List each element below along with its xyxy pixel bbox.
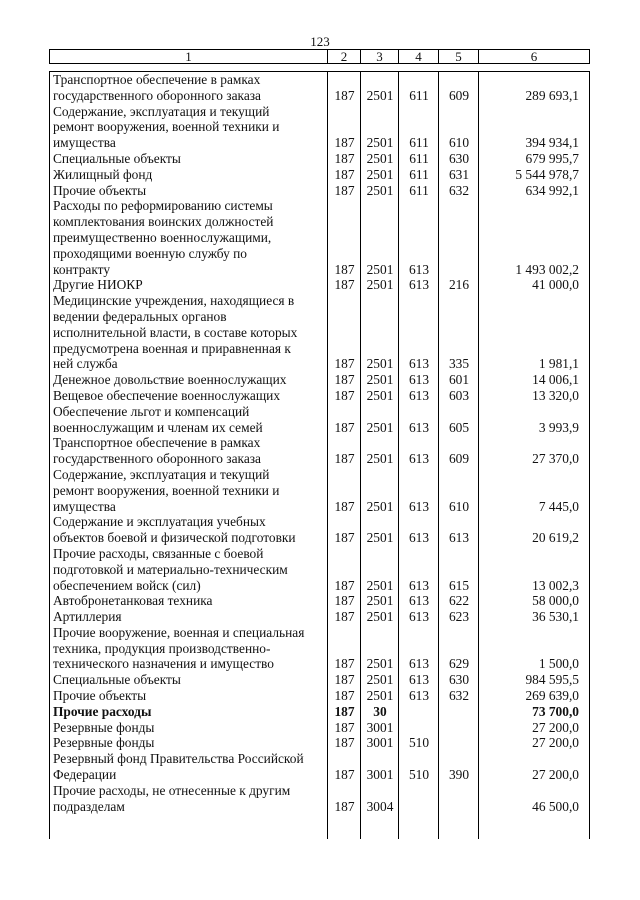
- table-row: [50, 720, 589, 736]
- code-ministry: 187: [334, 135, 355, 151]
- row-description: [50, 372, 328, 388]
- budget-table: [49, 49, 590, 839]
- amount: 46 500,0: [532, 798, 579, 814]
- table-row: [50, 735, 589, 751]
- code-target: 611: [409, 135, 429, 151]
- description-line: Транспортное обеспечение в рамках: [53, 72, 261, 87]
- code-ministry: 187: [334, 261, 355, 277]
- code-target: 613: [408, 451, 430, 467]
- page-number: 123: [310, 34, 330, 49]
- table-row: [50, 625, 589, 672]
- description-line: Резервные фонды: [53, 735, 155, 751]
- description-line: Содержание, эксплуатация и текущий: [53, 466, 270, 482]
- description-line: исполнительной власти, в составе которых: [53, 324, 298, 340]
- code-target: 613: [408, 277, 430, 293]
- table-row: [50, 104, 589, 151]
- code-expense-type: 390: [448, 767, 470, 783]
- row-description: [50, 783, 328, 815]
- row-description: [50, 672, 328, 688]
- description-line: государственного оборонного заказа: [53, 451, 262, 467]
- code-ministry: 187: [334, 735, 355, 751]
- description-line: Прочие объекты: [53, 182, 147, 198]
- code-expense-type: 335: [448, 356, 470, 372]
- description-line: объектов боевой и физической подготовки: [53, 530, 296, 546]
- table-row: [50, 151, 589, 167]
- code-ministry: 187: [334, 530, 355, 546]
- description-line: подразделам: [53, 798, 125, 814]
- code-section: 2501: [366, 672, 394, 688]
- row-description: [50, 388, 328, 404]
- row-description: [50, 435, 328, 467]
- code-ministry: 187: [334, 656, 355, 672]
- description-line: Федерации: [53, 767, 117, 783]
- row-description: [50, 593, 328, 609]
- table-row: [50, 277, 589, 293]
- code-section: 3004: [366, 798, 394, 814]
- code-expense-type: 609: [448, 87, 470, 103]
- row-description: [50, 704, 328, 720]
- amount: 41 000,0: [532, 277, 579, 293]
- code-section: 2501: [366, 356, 394, 372]
- code-expense-type: 629: [448, 656, 470, 672]
- amount: 984 595,5: [525, 672, 579, 688]
- table-row: [50, 593, 589, 609]
- code-section: 3001: [366, 735, 394, 751]
- code-ministry: 187: [334, 387, 355, 403]
- code-expense-type: 630: [448, 150, 470, 166]
- row-description: [50, 293, 328, 372]
- description-line: Прочие расходы: [53, 703, 152, 719]
- code-section: 2501: [366, 87, 394, 103]
- code-section: 3001: [366, 767, 394, 783]
- amount: 27 370,0: [532, 451, 579, 467]
- description-line: обеспечением войск (сил): [53, 577, 201, 593]
- code-section: 2501: [366, 498, 394, 514]
- code-target: 613: [408, 372, 430, 388]
- amount: 73 700,0: [532, 703, 579, 719]
- code-expense-type: 609: [448, 451, 470, 467]
- description-line: Денежное довольствие военнослужащих: [53, 372, 287, 388]
- code-expense-type: 603: [448, 387, 470, 403]
- code-ministry: 187: [334, 798, 355, 814]
- code-target: 613: [408, 261, 430, 277]
- description-line: Расходы по реформированию системы: [53, 198, 273, 214]
- row-description: [50, 183, 328, 199]
- description-line: Прочие расходы, связанные с боевой: [53, 545, 264, 561]
- description-line: техника, продукция производственно-: [53, 640, 271, 656]
- code-target: 613: [408, 672, 430, 688]
- code-ministry: 187: [334, 688, 355, 704]
- amount: 1 493 002,2: [515, 261, 579, 277]
- amount: 5 544 978,7: [515, 166, 579, 182]
- amount: 269 639,0: [525, 688, 579, 704]
- description-line: преимущественно военнослужащими,: [53, 229, 272, 245]
- row-description: [50, 104, 328, 151]
- amount: 1 500,0: [538, 656, 579, 672]
- code-ministry: 187: [334, 182, 355, 198]
- code-section: 2501: [366, 135, 394, 151]
- description-line: Содержание и эксплуатация учебных: [53, 514, 266, 530]
- amount: 394 934,1: [525, 135, 579, 151]
- description-line: Резервный фонд Правительства Российской: [53, 751, 304, 767]
- code-target: 510: [408, 767, 430, 783]
- code-ministry: 187: [334, 577, 355, 593]
- table-row: [50, 783, 589, 815]
- table-row: [50, 435, 589, 467]
- code-target: 613: [408, 577, 430, 593]
- table-row: [50, 198, 589, 277]
- code-expense-type: 632: [448, 688, 470, 704]
- amount: 36 530,1: [532, 609, 579, 625]
- header-col-6: 6: [530, 49, 538, 64]
- table-row: [50, 704, 589, 720]
- description-line: ней служба: [53, 356, 118, 372]
- amount: 27 200,0: [532, 719, 579, 735]
- row-description: [50, 625, 328, 672]
- code-ministry: 187: [334, 87, 355, 103]
- amount: 27 200,0: [532, 767, 579, 783]
- code-section: 2501: [366, 593, 394, 609]
- table-row: [50, 514, 589, 546]
- code-expense-type: 216: [448, 277, 470, 293]
- code-expense-type: 613: [448, 530, 470, 546]
- description-line: Прочие объекты: [53, 688, 147, 704]
- code-section: 2501: [366, 419, 394, 435]
- header-col-4: 4: [399, 50, 439, 63]
- amount: 679 995,7: [525, 150, 579, 166]
- table-header: [49, 49, 590, 64]
- code-expense-type: 632: [448, 182, 470, 198]
- amount: 1 981,1: [538, 356, 579, 372]
- description-line: технического назначения и имущество: [53, 656, 274, 672]
- code-section: 2501: [366, 688, 394, 704]
- code-ministry: 187: [334, 672, 355, 688]
- table-row: [50, 546, 589, 593]
- amount: 7 445,0: [538, 498, 579, 514]
- code-target: 613: [408, 609, 430, 625]
- amount: 20 619,2: [532, 530, 579, 546]
- amount: 289 693,1: [525, 87, 579, 103]
- description-line: комплектования воинских должностей: [53, 214, 274, 230]
- code-expense-type: 631: [448, 166, 470, 182]
- description-line: Жилищный фонд: [53, 166, 153, 182]
- amount: 27 200,0: [532, 735, 579, 751]
- code-section: 2501: [366, 166, 394, 182]
- code-expense-type: 622: [448, 593, 470, 609]
- code-ministry: 187: [334, 609, 355, 625]
- description-line: ведении федеральных органов: [53, 308, 227, 324]
- description-line: имущества: [53, 498, 116, 514]
- code-target: 613: [408, 530, 430, 546]
- code-ministry: 187: [334, 498, 355, 514]
- description-line: Резервные фонды: [53, 719, 155, 735]
- amount: 634 992,1: [525, 182, 579, 198]
- table-row: [50, 372, 589, 388]
- code-ministry: 187: [334, 767, 355, 783]
- code-ministry: 187: [334, 356, 355, 372]
- description-line: проходящими военную службу по: [53, 245, 247, 261]
- table-body: [49, 71, 590, 839]
- code-expense-type: 610: [448, 135, 470, 151]
- row-description: [50, 735, 328, 751]
- code-target: 613: [408, 656, 430, 672]
- code-target: 613: [408, 688, 430, 704]
- description-line: Прочие вооружение, военная и специальная: [53, 624, 305, 640]
- code-target: 611: [409, 166, 429, 182]
- description-line: военнослужащим и членам их семей: [53, 419, 263, 435]
- row-description: [50, 72, 328, 104]
- table-row: [50, 751, 589, 783]
- description-line: Прочие расходы, не отнесенные к другим: [53, 782, 291, 798]
- table-row: [50, 183, 589, 199]
- code-section: 3001: [366, 719, 394, 735]
- amount: 13 320,0: [532, 387, 579, 403]
- amount: 14 006,1: [532, 372, 579, 388]
- code-ministry: 187: [334, 372, 355, 388]
- description-line: Специальные объекты: [53, 672, 181, 688]
- code-expense-type: 605: [448, 419, 470, 435]
- code-expense-type: 623: [448, 609, 470, 625]
- code-expense-type: 615: [448, 577, 470, 593]
- header-col-2: 2: [328, 50, 361, 63]
- description-line: Автобронетанковая техника: [53, 593, 213, 609]
- code-target: 611: [409, 87, 429, 103]
- amount: 13 002,3: [532, 577, 579, 593]
- description-line: ремонт вооружения, военной техники и: [53, 482, 280, 498]
- row-description: [50, 514, 328, 546]
- code-section: 2501: [366, 387, 394, 403]
- table-row: [50, 467, 589, 514]
- row-description: [50, 167, 328, 183]
- amount: 3 993,9: [538, 419, 579, 435]
- row-description: [50, 404, 328, 436]
- code-section: 2501: [366, 451, 394, 467]
- table-rows: [50, 72, 589, 814]
- code-section: 2501: [366, 150, 394, 166]
- code-expense-type: 630: [448, 672, 470, 688]
- table-row: [50, 404, 589, 436]
- code-target: 611: [409, 182, 429, 198]
- amount: 58 000,0: [532, 593, 579, 609]
- description-line: контракту: [53, 261, 111, 277]
- code-ministry: 187: [334, 719, 355, 735]
- code-ministry: 187: [334, 593, 355, 609]
- code-target: 613: [408, 387, 430, 403]
- code-target: 613: [408, 356, 430, 372]
- table-row: [50, 388, 589, 404]
- code-ministry: 187: [334, 277, 355, 293]
- header-col-3: 3: [361, 50, 399, 63]
- code-section: 30: [373, 703, 387, 719]
- code-ministry: 187: [334, 451, 355, 467]
- code-ministry: 187: [334, 150, 355, 166]
- description-line: государственного оборонного заказа: [53, 87, 262, 103]
- code-ministry: 187: [334, 166, 355, 182]
- table-row: [50, 609, 589, 625]
- row-description: [50, 751, 328, 783]
- row-description: [50, 688, 328, 704]
- code-target: 510: [408, 735, 430, 751]
- code-section: 2501: [366, 277, 394, 293]
- row-description: [50, 198, 328, 277]
- code-section: 2501: [366, 577, 394, 593]
- description-line: Специальные объекты: [53, 150, 181, 166]
- description-line: Вещевое обеспечение военнослужащих: [53, 387, 281, 403]
- row-description: [50, 609, 328, 625]
- table-row: [50, 72, 589, 104]
- code-expense-type: 610: [448, 498, 470, 514]
- code-target: 613: [408, 498, 430, 514]
- code-ministry: 187: [334, 703, 355, 719]
- code-section: 2501: [366, 182, 394, 198]
- row-description: [50, 720, 328, 736]
- code-target: 611: [409, 150, 429, 166]
- description-line: предусмотрена военная и приравненная к: [53, 340, 291, 356]
- description-line: Другие НИОКР: [53, 277, 143, 293]
- code-ministry: 187: [334, 419, 355, 435]
- description-line: Медицинские учреждения, находящиеся в: [53, 293, 295, 309]
- row-description: [50, 151, 328, 167]
- description-line: имущества: [53, 135, 116, 151]
- description-line: Артиллерия: [53, 609, 122, 625]
- table-row: [50, 688, 589, 704]
- description-line: Содержание, эксплуатация и текущий: [53, 103, 270, 119]
- code-section: 2501: [366, 372, 394, 388]
- code-section: 2501: [366, 530, 394, 546]
- code-target: 613: [408, 419, 430, 435]
- row-description: [50, 467, 328, 514]
- code-section: 2501: [366, 656, 394, 672]
- code-section: 2501: [366, 261, 394, 277]
- header-col-1: 1: [50, 50, 328, 63]
- description-line: Обеспечение льгот и компенсаций: [53, 403, 250, 419]
- table-row: [50, 167, 589, 183]
- description-line: подготовкой и материально-техническим: [53, 561, 288, 577]
- description-line: ремонт вооружения, военной техники и: [53, 119, 280, 135]
- row-description: [50, 546, 328, 593]
- table-row: [50, 672, 589, 688]
- header-col-5: 5: [439, 50, 479, 63]
- table-row: [50, 293, 589, 372]
- description-line: Транспортное обеспечение в рамках: [53, 435, 261, 451]
- row-description: [50, 277, 328, 293]
- code-expense-type: 601: [448, 372, 470, 388]
- code-section: 2501: [366, 609, 394, 625]
- code-target: 613: [408, 593, 430, 609]
